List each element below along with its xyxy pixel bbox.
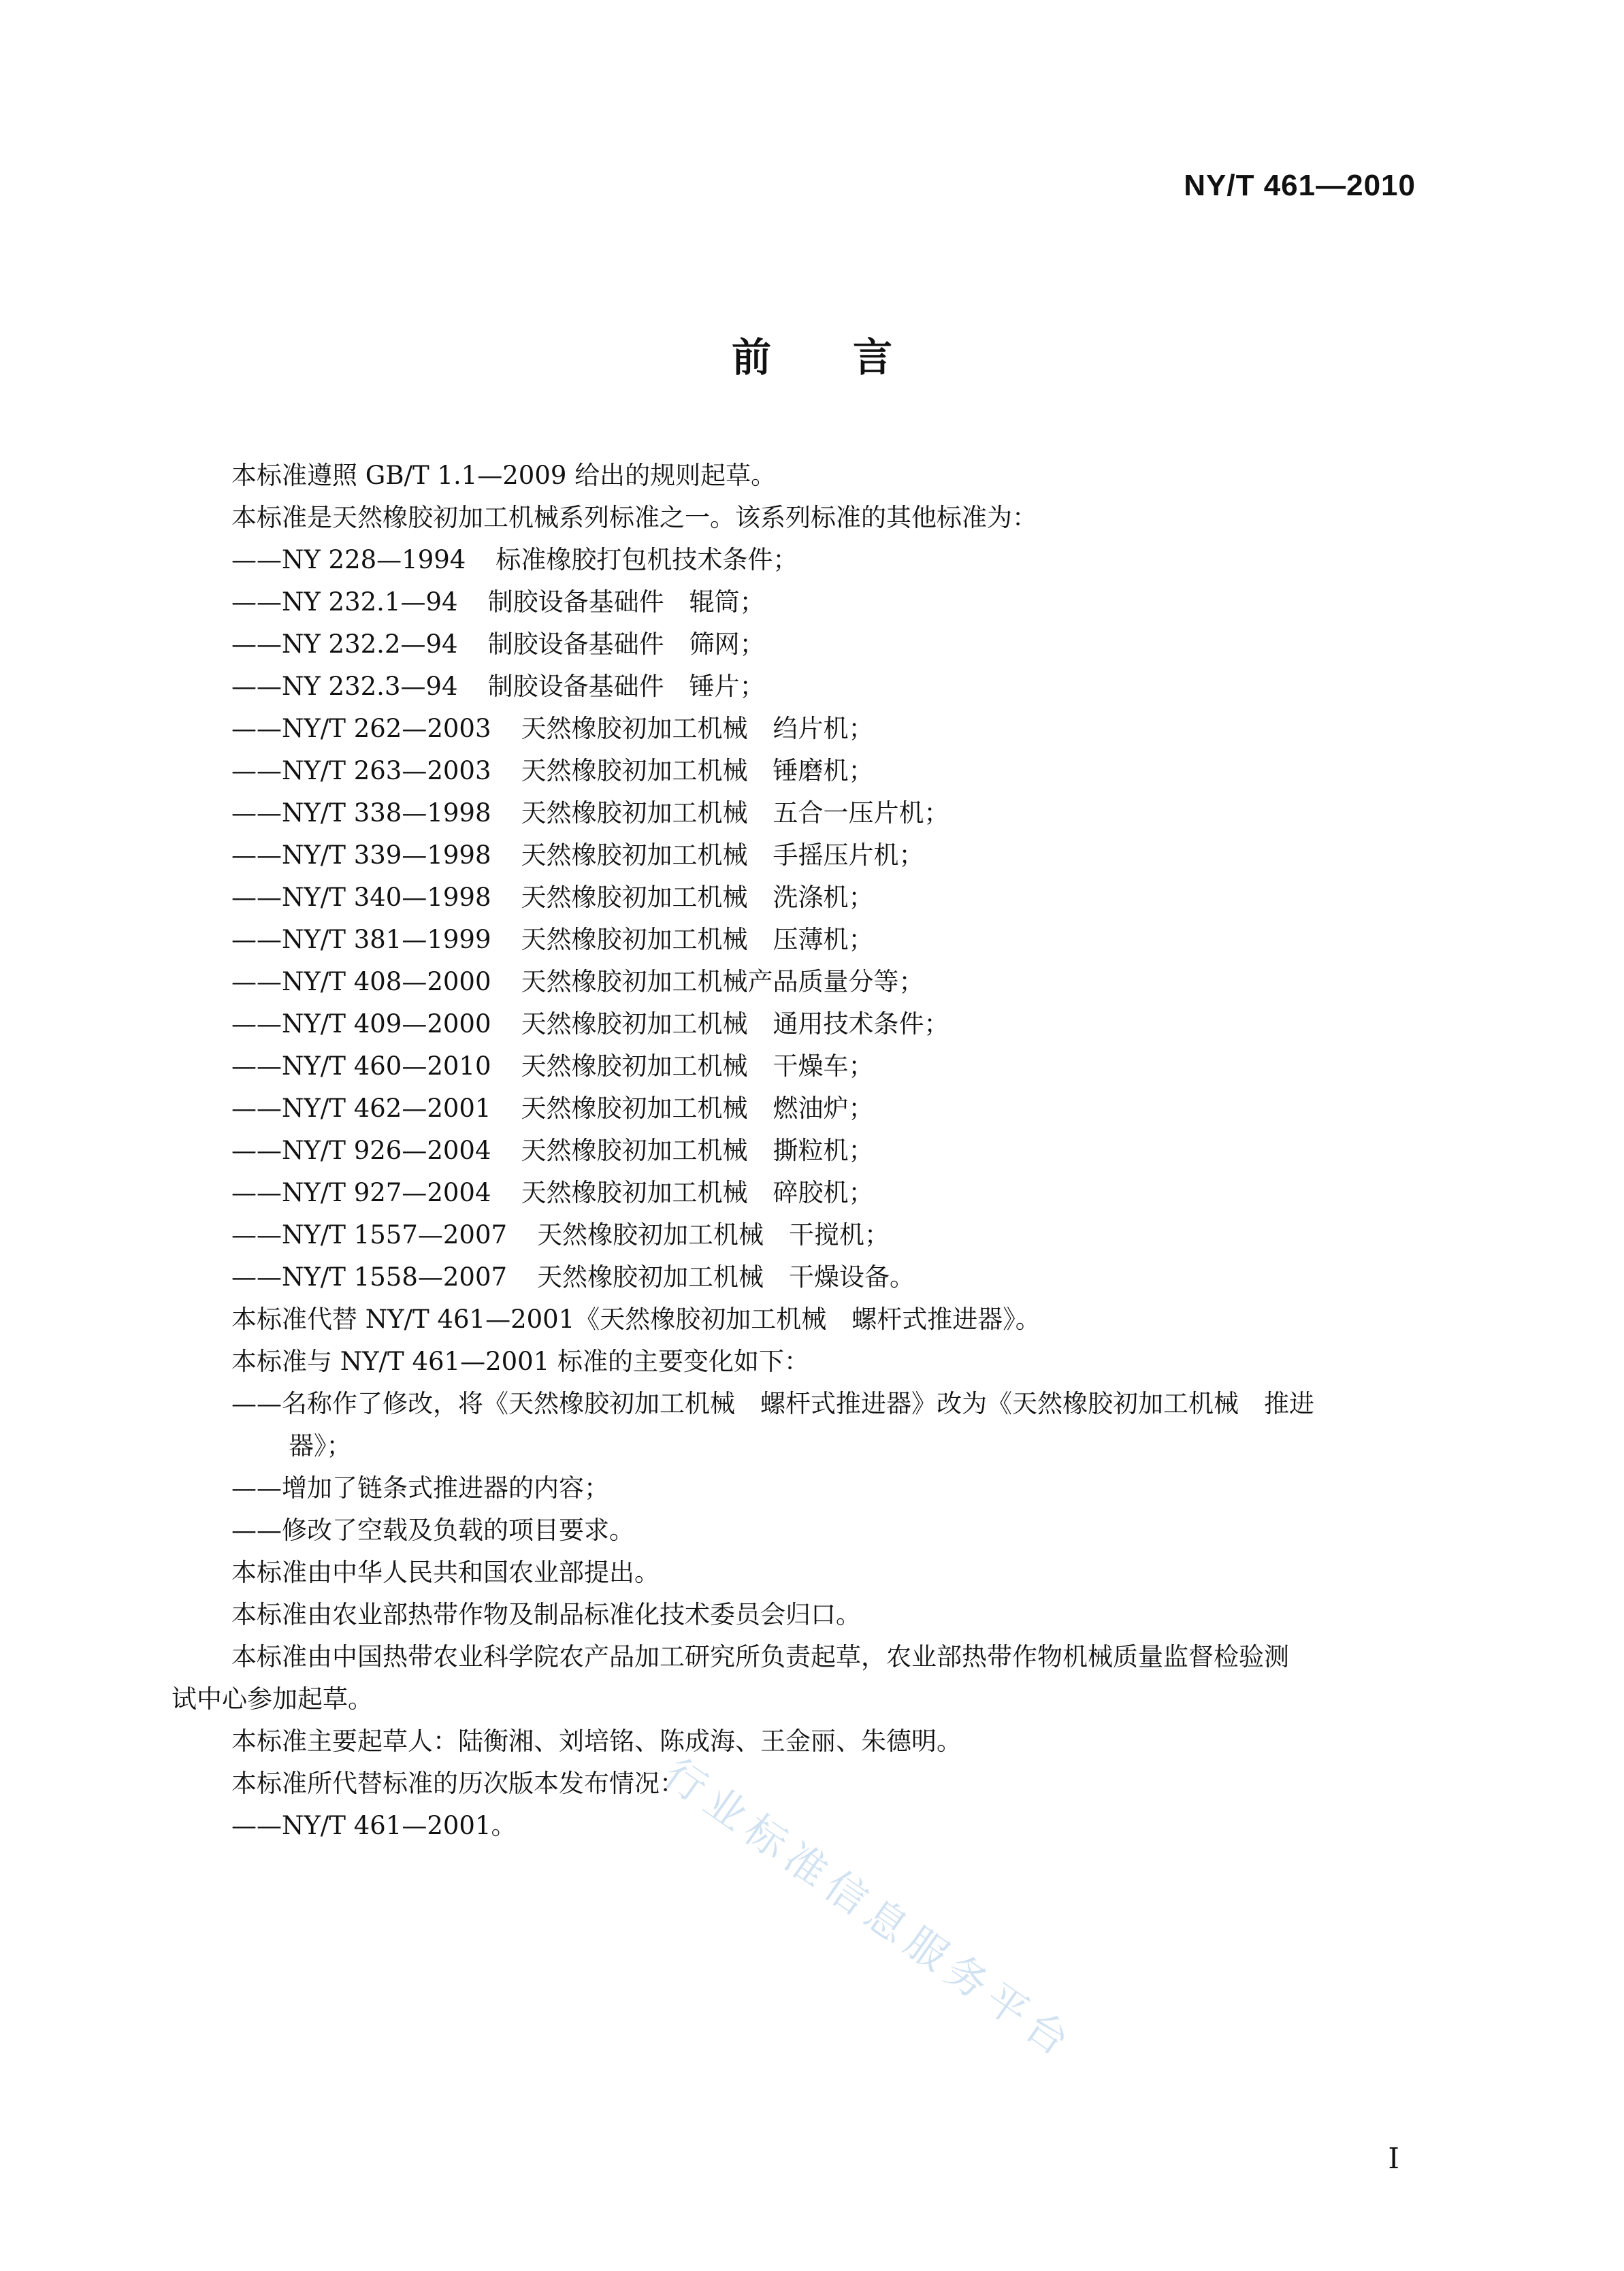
- paragraph-drafters: 本标准主要起草人：陆衡湘、刘培铭、陈成海、王金丽、朱德明。: [231, 1727, 962, 1756]
- series-item: ——NY/T 460—2010 天然橡胶初加工机械 干燥车；: [231, 1051, 874, 1081]
- change-item-load: ——修改了空载及负载的项目要求。: [231, 1516, 634, 1545]
- series-item: ——NY 232.1—94 制胶设备基础件 辊筒；: [231, 587, 765, 617]
- series-item: ——NY/T 339—1998 天然橡胶初加工机械 手摇压片机；: [231, 840, 924, 870]
- paragraph-drafted-by: 本标准由中国热带农业科学院农产品加工研究所负责起草，农业部热带作物机械质量监督检验测: [231, 1642, 1289, 1671]
- series-item: ——NY/T 263—2003 天然橡胶初加工机械 锤磨机；: [231, 756, 874, 785]
- series-item: ——NY 232.3—94 制胶设备基础件 锤片；: [231, 672, 765, 701]
- series-item: ——NY/T 462—2001 天然橡胶初加工机械 燃油炉；: [231, 1094, 874, 1123]
- paragraph-centralized-by: 本标准由农业部热带作物及制品标准化技术委员会归口。: [231, 1600, 861, 1629]
- series-item: ——NY 232.2—94 制胶设备基础件 筛网；: [231, 630, 765, 659]
- change-item-name-continued: 器》；: [289, 1431, 352, 1460]
- paragraph-history-intro: 本标准所代替标准的历次版本发布情况：: [231, 1769, 685, 1798]
- series-item: ——NY/T 927—2004 天然橡胶初加工机械 碎胶机；: [231, 1178, 874, 1207]
- page-title: [0, 325, 1624, 382]
- page-number: I: [1388, 2142, 1399, 2175]
- history-item: ——NY/T 461—2001。: [231, 1811, 517, 1840]
- paragraph-replaces: 本标准代替 NY/T 461—2001《天然橡胶初加工机械 螺杆式推进器》。: [231, 1305, 1041, 1334]
- series-item: ——NY/T 409—2000 天然橡胶初加工机械 通用技术条件；: [231, 1009, 949, 1039]
- series-item: ——NY/T 408—2000 天然橡胶初加工机械产品质量分等；: [231, 967, 924, 996]
- change-item-chain: ——增加了链条式推进器的内容；: [231, 1473, 609, 1503]
- series-item: ——NY/T 1558—2007 天然橡胶初加工机械 干燥设备。: [231, 1262, 915, 1292]
- series-item: ——NY/T 338—1998 天然橡胶初加工机械 五合一压片机；: [231, 798, 949, 828]
- title-part-1: 前: [731, 334, 771, 380]
- change-item-name: ——名称作了修改，将《天然橡胶初加工机械 螺杆式推进器》改为《天然橡胶初加工机械 推进: [231, 1389, 1314, 1418]
- document-code: NY/T 461—2010: [1184, 169, 1416, 202]
- series-item: ——NY/T 262—2003 天然橡胶初加工机械 绉片机；: [231, 714, 874, 743]
- series-item: ——NY/T 381—1999 天然橡胶初加工机械 压薄机；: [231, 925, 874, 954]
- paragraph-drafted-by-continued: 试中心参加起草。: [172, 1684, 373, 1714]
- watermark: 行业标准信息服务平台: [655, 1749, 1084, 2070]
- series-item: ——NY/T 340—1998 天然橡胶初加工机械 洗涤机；: [231, 883, 874, 912]
- paragraph-series-intro: 本标准是天然橡胶初加工机械系列标准之一。该系列标准的其他标准为：: [231, 503, 1037, 532]
- paragraph-drafting-rule: 本标准遵照 GB/T 1.1—2009 给出的规则起草。: [231, 461, 777, 490]
- title-part-2: 言: [853, 334, 893, 380]
- series-item: ——NY 228—1994 标准橡胶打包机技术条件；: [231, 545, 798, 574]
- paragraph-changes-intro: 本标准与 NY/T 461—2001 标准的主要变化如下：: [231, 1347, 810, 1376]
- paragraph-proposed-by: 本标准由中华人民共和国农业部提出。: [231, 1558, 660, 1587]
- series-item: ——NY/T 926—2004 天然橡胶初加工机械 撕粒机；: [231, 1136, 874, 1165]
- series-item: ——NY/T 1557—2007 天然橡胶初加工机械 干搅机；: [231, 1220, 890, 1249]
